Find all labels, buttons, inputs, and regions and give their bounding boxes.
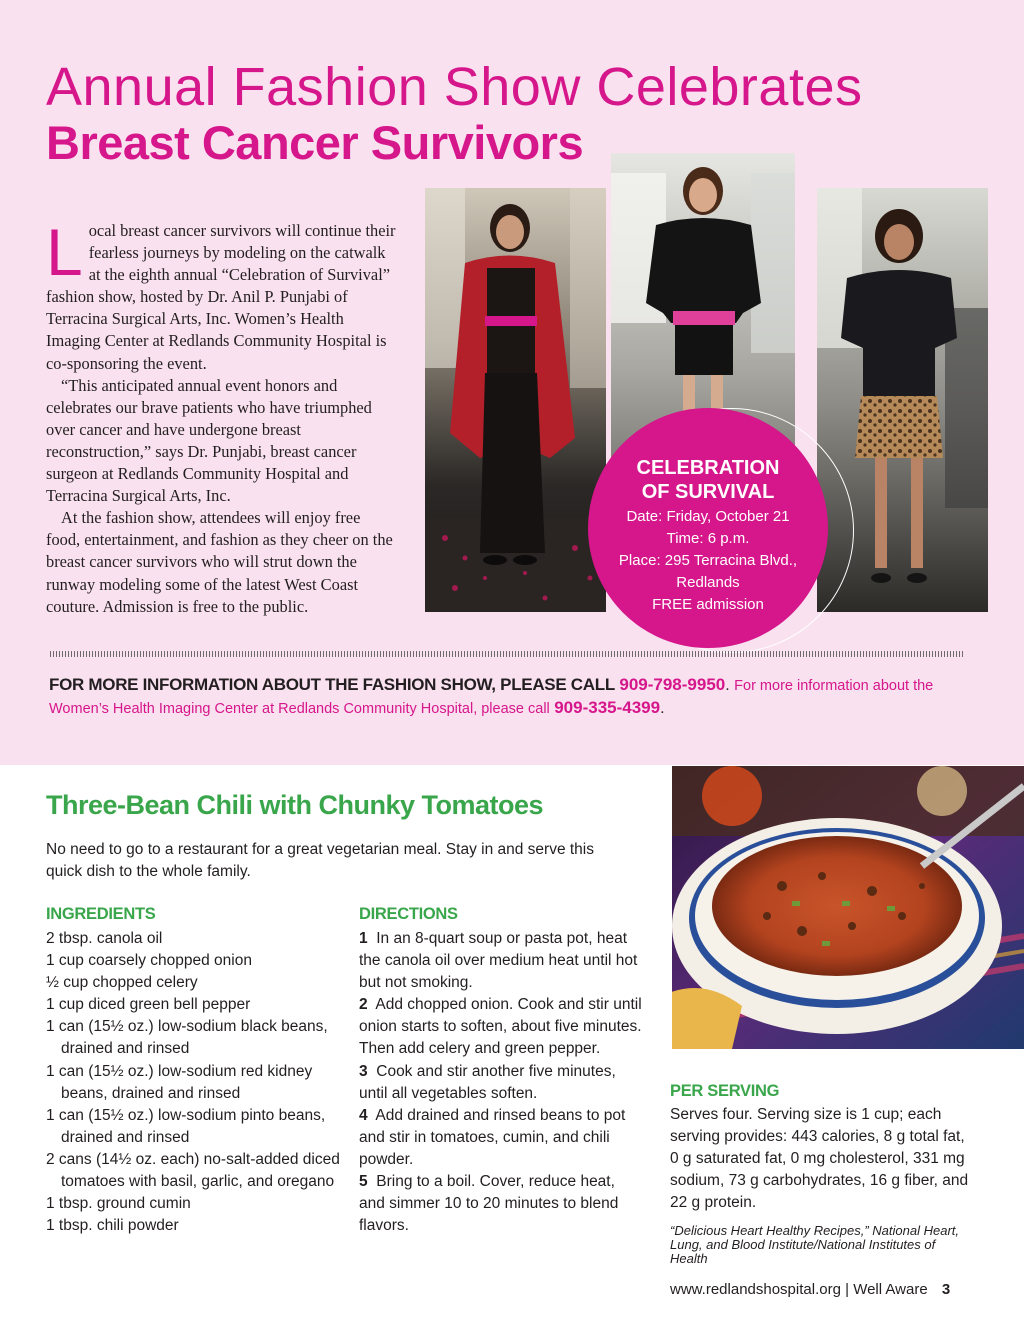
contact-info (49, 674, 979, 720)
imaging-center-info-text: For more information about the Women’s Health Imaging Center at Redlands Community Hospital, please call (49, 678, 934, 717)
per-serving-heading: PER SERVING (670, 1082, 780, 1100)
event-title-line1: CELEBRATION (636, 457, 780, 479)
page-number: 3 (941, 1281, 951, 1298)
direction-step (359, 1105, 644, 1171)
page-footer (670, 1281, 950, 1298)
direction-step (359, 1061, 644, 1105)
ingredient-item: 1 can (15½ oz.) low-sodium pinto beans, drained and rinsed (46, 1106, 326, 1146)
ingredient-item: 1 cup diced green bell pepper (46, 996, 251, 1014)
footer-publication: Well Aware (853, 1281, 928, 1298)
fashion-show-phone[interactable]: 909-798-9950 (619, 675, 726, 694)
direction-step-text: Add chopped onion. Cook and stir until onion starts to soften, about five minutes. Then add celery and green pepper. (359, 996, 642, 1058)
direction-step-number: 1 (359, 930, 368, 947)
directions-list (359, 928, 644, 1237)
runway-photo-red-shawl (425, 188, 606, 612)
direction-step-text: Cook and stir another five minutes, until all vegetables soften. (359, 1062, 616, 1102)
event-place-line1: Place: 295 Terracina Blvd., (618, 552, 798, 569)
event-time: Time: 6 p.m. (666, 530, 750, 547)
article-paragraph-1 (46, 215, 398, 375)
direction-step-text: In an 8-quart soup or pasta pot, heat the canola oil over medium heat until hot but not smoking. (359, 930, 638, 992)
ingredient-item: 1 tbsp. ground cumin (46, 1195, 191, 1213)
direction-step (359, 994, 644, 1060)
event-title-line2: OF SURVIVAL (641, 481, 775, 503)
article-paragraph-2: “This anticipated annual event honors and celebrates our brave patients who have triumphed over cancer and have undergone breast reconstruction,” says Dr. Punjabi, breast cancer surgeon at Redlands Community Hospital and Terracina Surgical Arts, Inc. (46, 375, 372, 506)
direction-step-text: Add drained and rinsed beans to pot and stir in tomatoes, cumin, and chili powder. (359, 1106, 626, 1168)
article-paragraph-3: At the fashion show, attendees will enjoy free food, entertainment, and fashion as they cheer on the breast cancer survivors who will strut down the runway modeling some of the latest West Coast couture. Admission is free to the public. (46, 508, 393, 616)
footer-url[interactable]: www.redlandshospital.org (670, 1281, 841, 1298)
ingredient-item: 2 cans (14½ oz. each) no-salt-added diced tomatoes with basil, garlic, and oregano (46, 1150, 340, 1191)
article-body (46, 215, 398, 618)
direction-step-text: Bring to a boil. Cover, reduce heat, and simmer 10 to 20 minutes to blend flavors. (359, 1173, 619, 1235)
ingredients-list (46, 928, 346, 1237)
event-date: Date: Friday, October 21 (626, 508, 790, 525)
direction-step-number: 2 (359, 996, 368, 1014)
recipe-citation: “Delicious Heart Healthy Recipes,” National Heart, Lung, and Blood Institute/National Institutes of Health (670, 1223, 960, 1266)
info-separator: . (725, 677, 730, 694)
chili-bowl-photo (672, 766, 1024, 1049)
direction-step (359, 1171, 644, 1237)
imaging-center-phone[interactable]: 909-335-4399 (554, 698, 661, 717)
direction-step-number: 4 (359, 1106, 368, 1124)
ingredient-item: ½ cup chopped celery (46, 974, 198, 992)
ingredient-item: 1 cup coarsely chopped onion (46, 952, 252, 970)
direction-step (359, 928, 644, 994)
direction-step-number: 3 (359, 1062, 368, 1080)
ingredient-item: 1 can (15½ oz.) low-sodium black beans, drained and rinsed (46, 1018, 328, 1058)
recipe-title: Three-Bean Chili with Chunky Tomatoes (46, 790, 544, 820)
article-title-line2: Breast Cancer Survivors (46, 116, 584, 169)
event-place-line2: Redlands (676, 574, 740, 591)
direction-step-number: 5 (359, 1173, 368, 1191)
recipe-intro: No need to go to a restaurant for a great vegetarian meal. Stay in and serve this quick dish to the whole family. (46, 841, 594, 880)
ingredient-item: 1 tbsp. chili powder (46, 1217, 179, 1235)
ingredient-item: 1 can (15½ oz.) low-sodium red kidney beans, drained and rinsed (46, 1062, 313, 1102)
article-title-line1: Annual Fashion Show Celebrates (46, 57, 863, 117)
event-admission: FREE admission (652, 596, 764, 613)
info-end: . (660, 700, 665, 717)
event-info-circle (588, 408, 828, 648)
per-serving-text: Serves four. Serving size is 1 cup; each serving provides: 443 calories, 8 g total fat, 0 g saturated fat, 0 mg cholesterol, 331 mg sodium, 73 g carbohydrates, 16 g fiber, and 22 g protein. (670, 1106, 969, 1212)
ingredient-item: 2 tbsp. canola oil (46, 930, 163, 947)
article-paragraph-1-text: ocal breast cancer survivors will continue their fearless journeys by modeling on the catwalk at the eighth annual “Celebration of Survival” fashion show, hosted by Dr. Anil P. Punjabi of Terracina Surgical Arts, Inc. Women’s Health Imaging Center at Redlands Community Hospital is co-sponsoring the event. (46, 221, 396, 373)
fashion-show-info-text: FOR MORE INFORMATION ABOUT THE FASHION SHOW, PLEASE CALL (49, 675, 615, 694)
dotted-divider (50, 651, 965, 657)
ingredients-heading: INGREDIENTS (46, 905, 156, 923)
drop-cap: L (46, 215, 83, 289)
footer-divider: | (845, 1281, 850, 1298)
directions-heading: DIRECTIONS (359, 905, 458, 923)
